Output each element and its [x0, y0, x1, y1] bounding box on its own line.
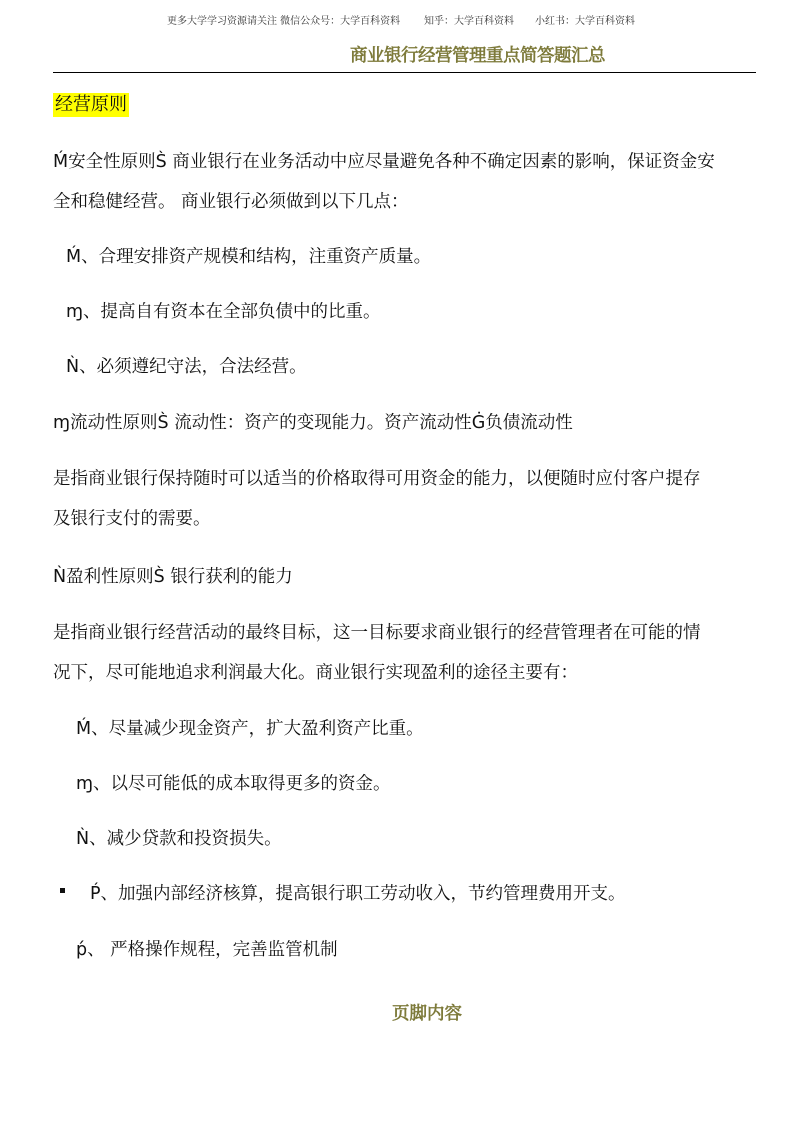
paragraph-line: 况下，尽可能地追求利润最大化。商业银行实现盈利的途径主要有： — [53, 663, 578, 683]
paragraph-line: 是指商业银行经营活动的最终目标，这一目标要求商业银行的经营管理者在可能的情 — [53, 623, 701, 643]
list-item: Ṕ、加强内部经济核算，提高银行职工劳动收入，节约管理费用开支。 — [90, 884, 626, 904]
bullet-icon — [60, 888, 65, 893]
document-title: 商业银行经营管理重点简答题汇总 — [350, 46, 605, 66]
paragraph-line: Ḿ安全性原则S̀ 商业银行在业务活动中应尽量避免各种不确定因素的影响，保证资金安 — [53, 152, 715, 172]
paragraph-line: 是指商业银行保持随时可以适当的价格取得可用资金的能力，以便随时应付客户提存 — [53, 469, 701, 489]
list-item: ɱ、提高自有资本在全部负债中的比重。 — [66, 302, 381, 322]
list-item: Ǹ、减少贷款和投资损失。 — [76, 829, 282, 849]
header-zhihu: 知乎：大学百科资料 — [424, 16, 514, 27]
paragraph-line: ɱ流动性原则S̀ 流动性：资产的变现能力。资产流动性Ġ负债流动性 — [53, 413, 573, 433]
list-item: ɱ、以尽可能低的成本取得更多的资金。 — [76, 774, 391, 794]
list-item: Ǹ、必须遵纪守法，合法经营。 — [66, 357, 307, 377]
header-promo: 更多大学学习资源请关注 微信公众号：大学百科资料 — [167, 16, 401, 27]
header-xiaohongshu: 小红书：大学百科资料 — [535, 16, 635, 27]
header-divider — [53, 72, 756, 73]
paragraph-line: Ǹ盈利性原则S̀ 银行获利的能力 — [53, 567, 293, 587]
paragraph-line: 全和稳健经营。 商业银行必须做到以下几点： — [53, 192, 409, 212]
paragraph-line: 及银行支付的需要。 — [53, 509, 211, 529]
page-footer: 页脚内容 — [392, 1004, 462, 1024]
section-heading: 经营原则 — [55, 94, 127, 115]
list-item: ṕ、 严格操作规程，完善监管机制 — [76, 940, 338, 960]
list-item: Ḿ、尽量减少现金资产，扩大盈利资产比重。 — [76, 719, 424, 739]
list-item: Ḿ、合理安排资产规模和结构，注重资产质量。 — [66, 247, 432, 267]
